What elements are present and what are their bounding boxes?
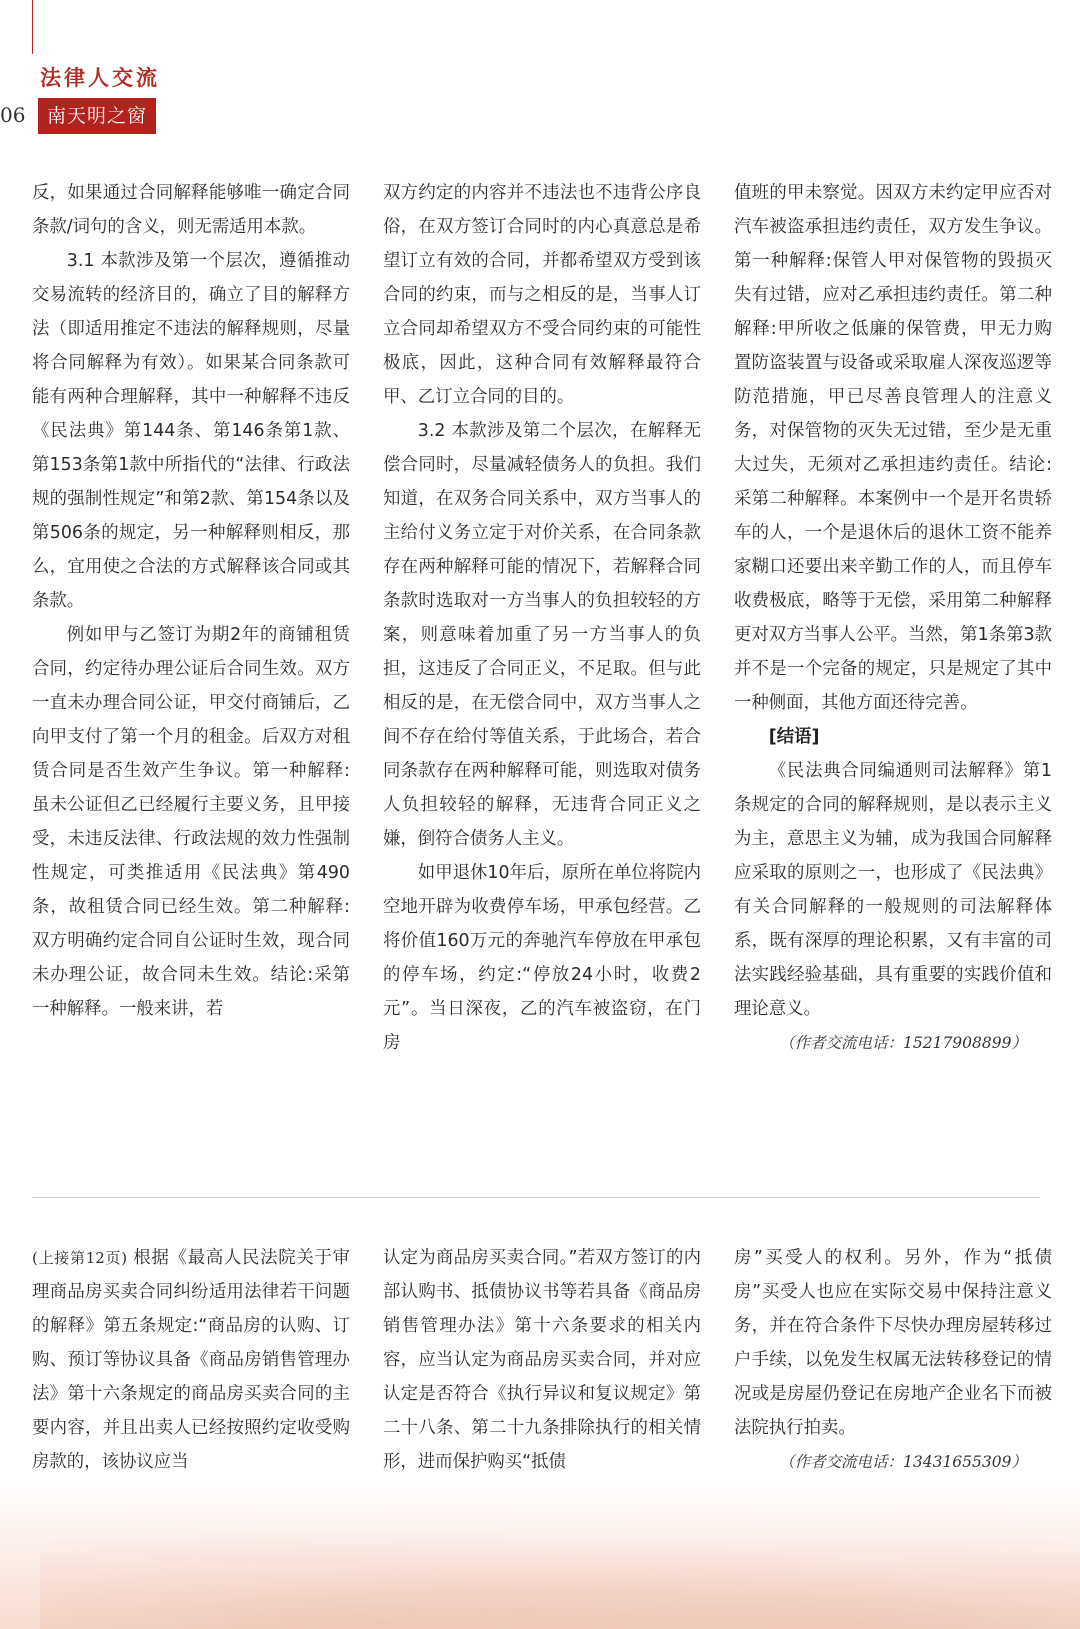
paragraph: 《民法典合同编通则司法解释》第1条规定的合同的解释规则，是以表示主义为主，意思主义为辅，成为我国合同解释应采取的原则之一，也形成了《民法典》有关合同解释的一般规则的司法解释体系，既有深厚的理论积累，又有丰富的司法实践经验基础，具有重要的实践价值和理论意义。 (734, 761, 1052, 1019)
article-column-1 (32, 176, 350, 1026)
paragraph: 认定为商品房买卖合同。”若双方签订的内部认购书、抵债协议书等若具备《商品房销售管理办法》第十六条要求的相关内容，应当认定为商品房买卖合同，并对应认定是否符合《执行异议和复议规定》第二十八条、第二十九条排除执行的相关情形，进而保护购买“抵债 (383, 1248, 701, 1472)
column-badge: 南天明之窗 (38, 98, 156, 134)
paragraph: 如甲退休10年后，原所在单位将院内空地开辟为收费停车场，甲承包经营。乙将价值160万元的奔驰汽车停放在甲承包的停车场，约定:“停放24小时，收费2元”。当日深夜，乙的汽车被盗窃，在门房 (383, 863, 701, 1053)
header-rule (32, 0, 33, 54)
paragraph: 双方约定的内容并不违法也不违背公序良俗，在双方签订合同时的内心真意总是希望订立有效的合同，并都希望双方受到该合同的约束，而与之相反的是，当事人订立合同却希望双方不受合同约束的可能性极底，因此，这种合同有效解释最符合甲、乙订立合同的目的。 (383, 183, 701, 407)
paragraph: 3.2 本款涉及第二个层次，在解释无偿合同时，尽量减轻债务人的负担。我们知道，在双务合同关系中，双方当事人的主给付义务立定于对价关系，在合同条款存在两种解释可能的情况下，若解释合同条款时选取对一方当事人的负担较轻的方案，则意味着加重了另一方当事人的负担，这违反了合同正义，不足取。但与此相反的是，在无偿合同中，双方当事人之间不存在给付等值关系，于此场合，若合同条款存在两种解释可能，则选取对债务人负担较轻的解释，无违背合同正义之嫌，倒符合债务人主义。 (383, 421, 701, 849)
continued-from-label: (上接第12页) (32, 1249, 128, 1267)
paragraph: 值班的甲未察觉。因双方未约定甲应否对汽车被盗承担违约责任，双方发生争议。第一种解释:保管人甲对保管物的毁损灭失有过错，应对乙承担违约责任。第二种解释:甲所收之低廉的保管费，甲无力购置防盗装置与设备或采取雇人深夜巡逻等防范措施，甲已尽善良管理人的注意义务，对保管物的灭失无过错，至少是无重大过失，无须对乙承担违约责任。结论:采第二种解释。本案例中一个是开名贵轿车的人，一个是退休后的退休工资不能养家糊口还要出来辛勤工作的人，而且停车收费极底，略等于无偿，采用第二种解释更对双方当事人公平。当然，第1条第3款并不是一个完备的规定，只是规定了其中一种侧面，其他方面还待完善。 (734, 183, 1052, 713)
paragraph (32, 1241, 350, 1479)
author-contact: （作者交流电话：13431655309） (779, 1453, 1027, 1471)
section-title: 法律人交流 (40, 66, 160, 90)
paragraph: 例如甲与乙签订为期2年的商铺租赁合同，约定待办理公证后合同生效。双方一直未办理合同公证，甲交付商铺后，乙向甲支付了第一个月的租金。后双方对租赁合同是否生效产生争议。第一种解释:虽未公证但乙已经履行主要义务，且甲接受，未违反法律、行政法规的效力性强制性规定，可类推适用《民法典》第490条，故租赁合同已经生效。第二种解释:双方明确约定合同自公证时生效，现合同未办理公证，故合同未生效。结论:采第一种解释。一般来讲，若 (32, 625, 350, 1019)
continued-column-2 (383, 1241, 701, 1479)
continued-column-3 (734, 1241, 1052, 1479)
paragraph: 3.1 本款涉及第一个层次，遵循推动交易流转的经济目的，确立了目的解释方法（即适用推定不违法的解释规则，尽量将合同解释为有效）。如果某合同条款可能有两种合理解释，其中一种解释不违反《民法典》第144条、第146条第1款、第153条第1款中所指代的“法律、行政法规的强制性规定”和第2款、第154条以及第506条的规定，另一种解释则相反，那么，宜用使之合法的方式解释该合同或其条款。 (32, 251, 350, 611)
page-number: 06 (0, 103, 26, 127)
decorative-ink-wash-accent (40, 1519, 1080, 1629)
article-column-2 (383, 176, 701, 1060)
article-column-3 (734, 176, 1052, 1060)
section-divider (32, 1197, 1040, 1198)
continued-column-1 (32, 1241, 350, 1479)
author-contact: （作者交流电话：15217908899） (779, 1034, 1027, 1052)
paragraph-text: 根据《最高人民法院关于审理商品房买卖合同纠纷适用法律若干问题的解释》第五条规定:“商品房的认购、订购、预订等协议具备《商品房销售管理办法》第十六条规定的商品房买卖合同的主要内容，并且出卖人已经按照约定收受购房款的，该协议应当 (32, 1248, 350, 1472)
conclusion-heading: [结语] (768, 727, 820, 747)
paragraph: 反，如果通过合同解释能够唯一确定合同条款/词句的含义，则无需适用本款。 (32, 183, 350, 237)
paragraph: 房”买受人的权利。另外，作为“抵债房”买受人也应在实际交易中保持注意义务，并在符合条件下尽快办理房屋转移过户手续，以免发生权属无法转移登记的情况或是房屋仍登记在房地产企业名下而被法院执行拍卖。 (734, 1248, 1052, 1438)
